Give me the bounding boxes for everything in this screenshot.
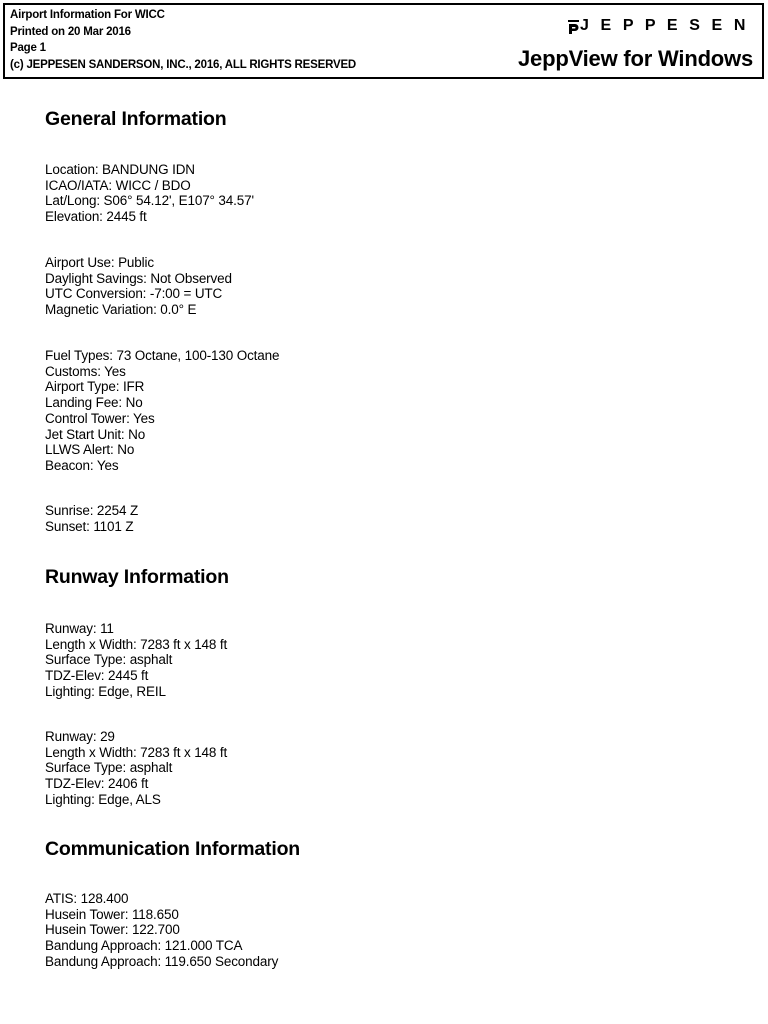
info-line: LLWS Alert: No <box>45 442 135 458</box>
header-copyright: (c) JEPPESEN SANDERSON, INC., 2016, ALL RIGHTS RESERVED <box>10 58 357 71</box>
communication-block <box>45 891 278 970</box>
info-line: Length x Width: 7283 ft x 148 ft <box>45 636 228 652</box>
info-line: Beacon: Yes <box>45 457 119 473</box>
header-print-date: Printed on 20 Mar 2016 <box>10 25 131 38</box>
general-information-heading: General Information <box>45 108 227 130</box>
info-line: Sunrise: 2254 Z <box>45 503 139 518</box>
frequency-line: ATIS: 128.400 <box>45 891 129 906</box>
frequency-line: Husein Tower: 118.650 <box>45 906 179 922</box>
info-line: Surface Type: asphalt <box>45 652 173 668</box>
info-line: Runway: 11 <box>45 621 114 636</box>
document-header <box>3 3 764 79</box>
info-line: Elevation: 2445 ft <box>45 209 147 225</box>
header-info <box>10 7 356 73</box>
usage-block <box>45 255 232 318</box>
runway-11-block <box>45 621 227 700</box>
header-title: Airport Information For WICC <box>10 9 165 21</box>
info-line: Location: BANDUNG IDN <box>45 162 195 177</box>
info-line: Sunset: 1101 Z <box>45 518 134 534</box>
info-line: Surface Type: asphalt <box>45 760 173 776</box>
brand-name: J E P P E S E N <box>579 17 749 34</box>
info-line: Runway: 29 <box>45 729 115 744</box>
info-line: UTC Conversion: -7:00 = UTC <box>45 286 223 302</box>
info-line: Lat/Long: S06° 54.12', E107° 34.57' <box>45 193 254 209</box>
info-line: ICAO/IATA: WICC / BDO <box>45 177 191 193</box>
info-line: Magnetic Variation: 0.0° E <box>45 302 197 318</box>
location-block <box>45 162 254 225</box>
info-line: Lighting: Edge, REIL <box>45 683 166 699</box>
runway-29-block <box>45 729 227 808</box>
info-line: Lighting: Edge, ALS <box>45 791 161 807</box>
info-line: Customs: Yes <box>45 363 126 379</box>
frequency-line: Bandung Approach: 119.650 Secondary <box>45 953 279 969</box>
frequency-line: Husein Tower: 122.700 <box>45 922 180 938</box>
facilities-block <box>45 348 279 474</box>
info-line: Airport Type: IFR <box>45 379 145 395</box>
communication-information-heading: Communication Information <box>45 838 300 860</box>
sun-block <box>45 503 138 534</box>
info-line: Landing Fee: No <box>45 395 143 411</box>
frequency-line: Bandung Approach: 121.000 TCA <box>45 938 243 954</box>
brand <box>568 17 749 35</box>
product-name: JeppView for Windows <box>518 46 753 71</box>
info-line: Fuel Types: 73 Octane, 100-130 Octane <box>45 348 280 363</box>
info-line: Airport Use: Public <box>45 255 154 270</box>
info-line: Length x Width: 7283 ft x 148 ft <box>45 744 228 760</box>
info-line: Jet Start Unit: No <box>45 426 146 442</box>
header-page-number: Page 1 <box>10 42 46 54</box>
info-line: Control Tower: Yes <box>45 410 155 426</box>
jeppesen-logo-icon <box>568 20 579 34</box>
info-line: TDZ-Elev: 2406 ft <box>45 776 149 792</box>
info-line: Daylight Savings: Not Observed <box>45 270 232 286</box>
runway-information-heading: Runway Information <box>45 566 229 588</box>
info-line: TDZ-Elev: 2445 ft <box>45 668 149 684</box>
